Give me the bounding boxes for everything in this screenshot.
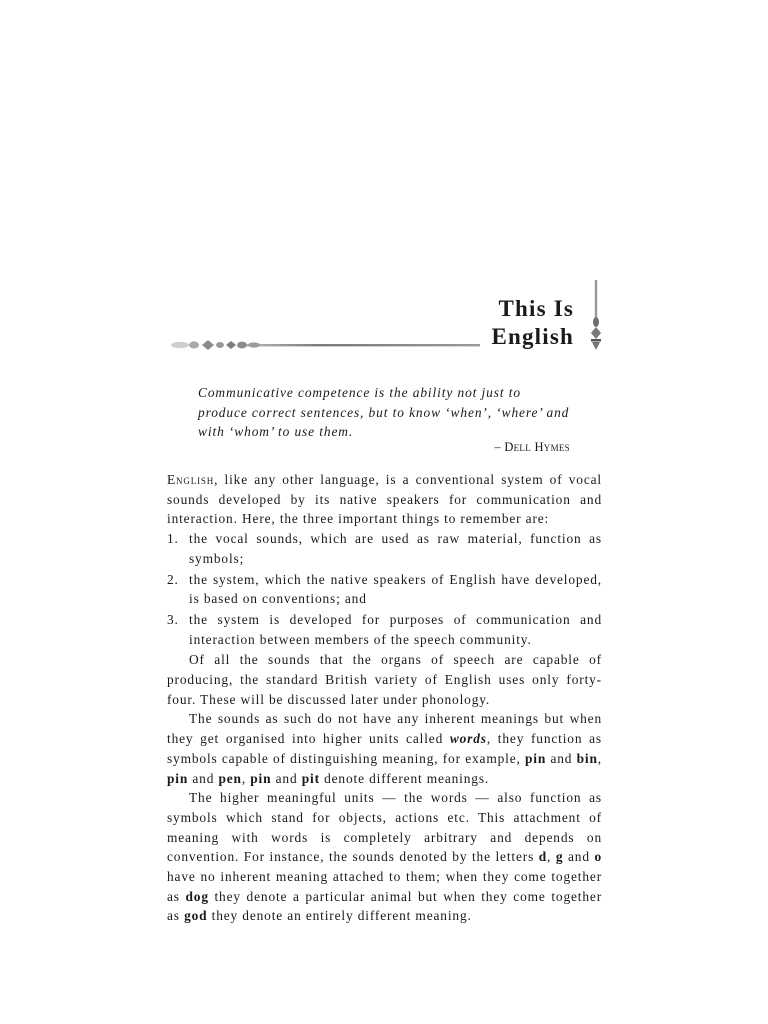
points-list	[167, 529, 602, 649]
paragraph-meaning	[167, 788, 602, 926]
list-item	[167, 570, 602, 609]
text-run: and	[188, 770, 219, 786]
example-pit: pit	[301, 770, 320, 786]
example-pin: pin	[525, 750, 547, 766]
paragraph-sounds: Of all the sounds that the organs of speech are capable of producing, the standard British variety of English uses only forty-four. These will be discussed later under phonology.	[167, 652, 602, 707]
list-item-number: 1.	[167, 531, 179, 547]
term-words: words	[449, 731, 487, 747]
example-bin: bin	[576, 750, 598, 766]
list-item-text: the vocal sounds, which are used as raw material, function as symbols;	[189, 531, 602, 566]
list-item	[167, 529, 602, 568]
text-run: they denote an entirely different meaning.	[207, 908, 472, 924]
letter-d: d	[538, 849, 548, 865]
list-item-number: 2.	[167, 571, 179, 587]
example-pen: pen	[218, 770, 242, 786]
chapter-title-line1: This Is	[498, 296, 574, 321]
ornament-rule	[168, 337, 480, 353]
list-item-number: 3.	[167, 611, 179, 627]
epigraph-quote: Communicative competence is the ability not just to produce correct sentences, but to know ‘when’, ‘where’ and with ‘whom’ to use them.	[198, 385, 570, 439]
example-pin: pin	[250, 770, 272, 786]
text-run: ,	[241, 770, 251, 786]
text-run: ,	[547, 849, 556, 865]
text-run: ,	[597, 750, 602, 766]
intro-dropcap: English	[167, 472, 215, 487]
letter-o: o	[594, 849, 602, 865]
epigraph-attribution	[198, 440, 570, 455]
attribution-name: Dell Hymes	[504, 440, 570, 454]
text-run: they denote a particular animal but when they come together as	[167, 888, 602, 924]
text-run: and	[546, 750, 577, 766]
example-dog: dog	[185, 888, 209, 904]
intro-paragraph	[167, 470, 602, 529]
text-run: and	[271, 770, 302, 786]
text-run: and	[563, 849, 595, 865]
list-item-text: the system is developed for purposes of communication and interaction between members of the speech community.	[189, 611, 602, 647]
attribution-dash: –	[494, 440, 505, 454]
example-pin: pin	[167, 770, 189, 786]
text-run: , they function as symbols capable of distinguishing meaning, for example,	[167, 731, 602, 766]
body-text	[167, 470, 602, 926]
list-item	[167, 610, 602, 649]
paragraph-words	[167, 709, 602, 788]
ornament-post	[588, 280, 604, 352]
letter-g: g	[555, 849, 564, 865]
text-run: denote different meanings.	[319, 770, 490, 786]
chapter-title	[491, 295, 574, 351]
list-item-text: the system, which the native speakers of English have developed, is based on conventions; and	[189, 571, 602, 607]
text-run: have no inherent meaning attached to them; when they come together as	[167, 869, 602, 904]
text-run: The higher meaningful units — the words — also function as symbols which stand for objects, actions etc. This attachment of meaning with words is completely arbitrary and depends on convention. For instance, the sounds denoted by the letters	[167, 790, 602, 865]
example-god: god	[184, 908, 208, 924]
text-run: The sounds as such do not have any inherent meanings but when they get organised into higher units called	[167, 711, 602, 747]
chapter-title-line2: English	[491, 324, 574, 349]
intro-text: , like any other language, is a conventional system of vocal sounds developed by its native speakers for communication and interaction. Here, the three important things to remember are:	[167, 472, 602, 527]
